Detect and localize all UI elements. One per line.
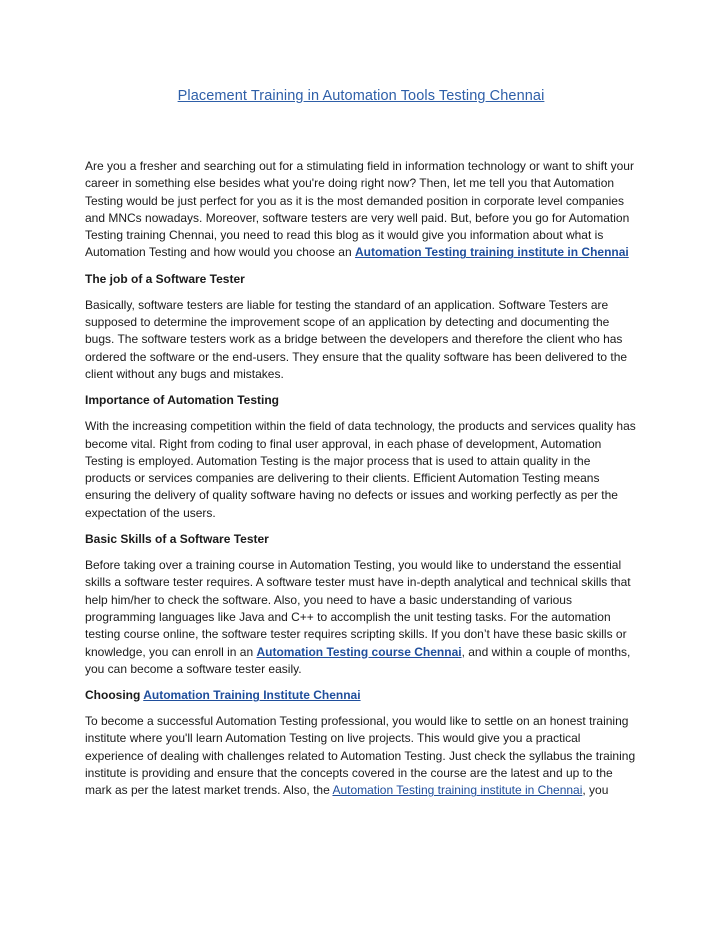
choosing-heading-prefix: Choosing [85, 688, 144, 703]
choosing-heading-link[interactable]: Automation Training Institute Chennai [143, 688, 361, 703]
skills-text-after: , and within a couple of months, you can become a software tester easily. [85, 644, 631, 676]
section-paragraph-job: Basically, software testers are liable for testing the standard of an application. Software Testers are supposed to determine the improvement scope of an application by detecting and documenting the bugs. The software testers work as a bridge between the developers and therefore the client who has ordered the software or the end-users. They ensure that the quality software has been delivered to the client without any bugs and mistakes. [85, 297, 628, 381]
section-paragraph-skills [85, 557, 637, 678]
section-paragraph-choosing [85, 713, 637, 799]
section-heading-choosing [85, 687, 637, 704]
document-body [85, 158, 637, 809]
intro-paragraph [85, 158, 637, 262]
section-heading-importance: Importance of Automation Testing [85, 393, 279, 408]
choosing-text-before: To become a successful Automation Testing professional, you would like to settle on an honest training institute where you'll learn Automation Testing on live projects. This would give you a practical experience of dealing with challenges related to Automation Testing. Just check the syllabus the training institute is providing and ensure that the concepts covered in the course are the latest and up to the mark as per the latest market trends. Also, the [85, 714, 636, 798]
section-paragraph-importance: With the increasing competition within the field of data technology, the products and services quality has become vital. Right from coding to final user approval, in each phase of development, Automation Testing is employed. Automation Testing is the major process that is used to attain quality in the products or services companies are delivering to their clients. Efficient Automation Testing means ensuring the delivery of quality software having no defects or issues and working perfectly as per the expectation of the users. [85, 419, 636, 520]
document-title[interactable]: Placement Training in Automation Tools Testing Chennai [177, 88, 545, 104]
choosing-text-after: , you [582, 783, 609, 798]
intro-text: Are you a fresher and searching out for a stimulating field in information technology or want to shift your career in something else besides what you're doing right now? Then, let me tell you that Automation Testing would be just perfect for you as it is the most demanded position in corporate level companies and MNCs nowadays. Moreover, software testers are very well paid. But, before you go for Automation Testing training Chennai, you need to read this blog as it would give you information about what is Automation Testing and how would you choose an [85, 159, 634, 260]
skills-link[interactable]: Automation Testing course Chennai [256, 644, 462, 659]
skills-text-before: Before taking over a training course in Automation Testing, you would like to understand the essential skills a software tester requires. A software tester must have in-depth analytical and technical skills that help him/her to check the software. Also, you need to have a basic understanding of various programming languages like Java and C++ to accomplish the unit testing tasks. For the automation testing course online, the software tester requires scripting skills. If you don’t have these basic skills or knowledge, you can enroll in an [85, 558, 631, 659]
choosing-link[interactable]: Automation Testing training institute in Chennai [332, 783, 583, 798]
section-heading-skills: Basic Skills of a Software Tester [85, 532, 269, 547]
intro-link[interactable]: Automation Testing training institute in Chennai [354, 245, 629, 260]
section-heading-job: The job of a Software Tester [85, 271, 245, 286]
